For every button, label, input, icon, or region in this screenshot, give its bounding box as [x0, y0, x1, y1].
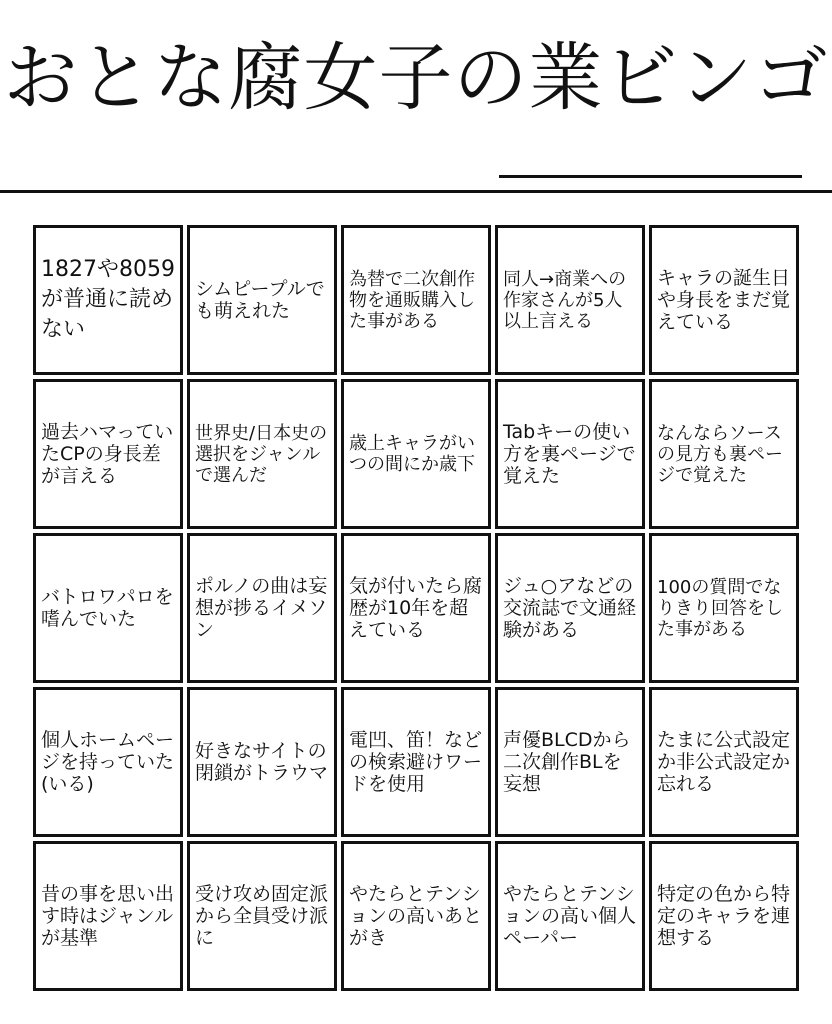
- bingo-cell-text: 個人ホームページを持っていた(いる): [41, 729, 175, 795]
- bingo-cell: [495, 225, 645, 375]
- bingo-cell: [649, 379, 799, 529]
- bingo-cell: [187, 225, 337, 375]
- bingo-cell-text: 為替で二次創作物を通販購入した事がある: [349, 268, 475, 332]
- bingo-cell: [495, 687, 645, 837]
- bingo-cell-text: 過去ハマっていたCPの身長差が言える: [41, 421, 174, 487]
- bingo-cell-text: 100の質問でなりきり回答をした事がある: [657, 576, 783, 640]
- bingo-cell-text: ジュ○アなどの交流誌で文通経験がある: [503, 575, 637, 641]
- bingo-cell: [33, 225, 183, 375]
- bingo-cell: [495, 533, 645, 683]
- bingo-cell-text: 声優BLCDから二次創作BLを妄想: [503, 729, 631, 795]
- bingo-cell: [649, 687, 799, 837]
- bingo-cell: [341, 687, 491, 837]
- bingo-cell: [33, 687, 183, 837]
- bingo-cell-text: 特定の色から特定のキャラを連想する: [657, 883, 791, 949]
- bingo-cell-text: なんならソースの見方も裏ページで覚えた: [657, 422, 783, 486]
- bingo-cell: [341, 533, 491, 683]
- bingo-cell-text: シムピープルでも萌えれた: [195, 278, 325, 322]
- bingo-cell: [187, 841, 337, 991]
- bingo-cell-text: 好きなサイトの閉鎖がトラウマ: [195, 740, 329, 784]
- bingo-cell-text: たまに公式設定か非公式設定か忘れる: [657, 729, 791, 795]
- bingo-cell: [341, 841, 491, 991]
- bingo-cell-text: 昔の事を思い出す時はジャンルが基準: [41, 883, 175, 949]
- bingo-cell: [649, 225, 799, 375]
- bingo-cell: [341, 225, 491, 375]
- bingo-cell-text: やたらとテンションの高い個人ペーパー: [503, 883, 637, 949]
- bingo-cell: [341, 379, 491, 529]
- bingo-cell: [187, 379, 337, 529]
- bingo-cell: [33, 533, 183, 683]
- bingo-cell-text: 世界史/日本史の選択をジャンルで選んだ: [195, 422, 328, 486]
- bingo-cell: [495, 841, 645, 991]
- bingo-cell: [187, 533, 337, 683]
- bingo-cell-text: やたらとテンションの高いあとがき: [349, 883, 483, 949]
- bingo-cell-text: 受け攻め固定派から全員受け派に: [195, 883, 329, 949]
- bingo-cell-text: ポルノの曲は妄想が捗るイメソン: [195, 575, 328, 641]
- bingo-cell-text: 歳上キャラがいつの間にか歳下: [349, 433, 475, 475]
- bingo-cell: [33, 841, 183, 991]
- bingo-title: おとな腐女子の業ビンゴ: [3, 35, 829, 121]
- bingo-cell-text: 同人→商業への作家さんが5人以上言える: [503, 268, 627, 332]
- bingo-cell: [33, 379, 183, 529]
- bingo-cell-text: 1827や8059が普通に読めない: [41, 257, 175, 342]
- bingo-cell-text: バトロワパロを嗜んでいた: [41, 586, 174, 630]
- bingo-cell-text: キャラの誕生日や身長をまだ覚えている: [657, 267, 791, 333]
- bingo-cell-text: 気が付いたら腐歴が10年を超えている: [349, 575, 483, 641]
- bingo-cell-text: Tabキーの使い方を裏ページで覚えた: [503, 421, 636, 487]
- bingo-cell: [187, 687, 337, 837]
- bingo-cell: [649, 841, 799, 991]
- bingo-cell: [649, 533, 799, 683]
- bingo-cell: [495, 379, 645, 529]
- bingo-cell-text: 電凹、笛！などの検索避けワードを使用: [349, 729, 483, 795]
